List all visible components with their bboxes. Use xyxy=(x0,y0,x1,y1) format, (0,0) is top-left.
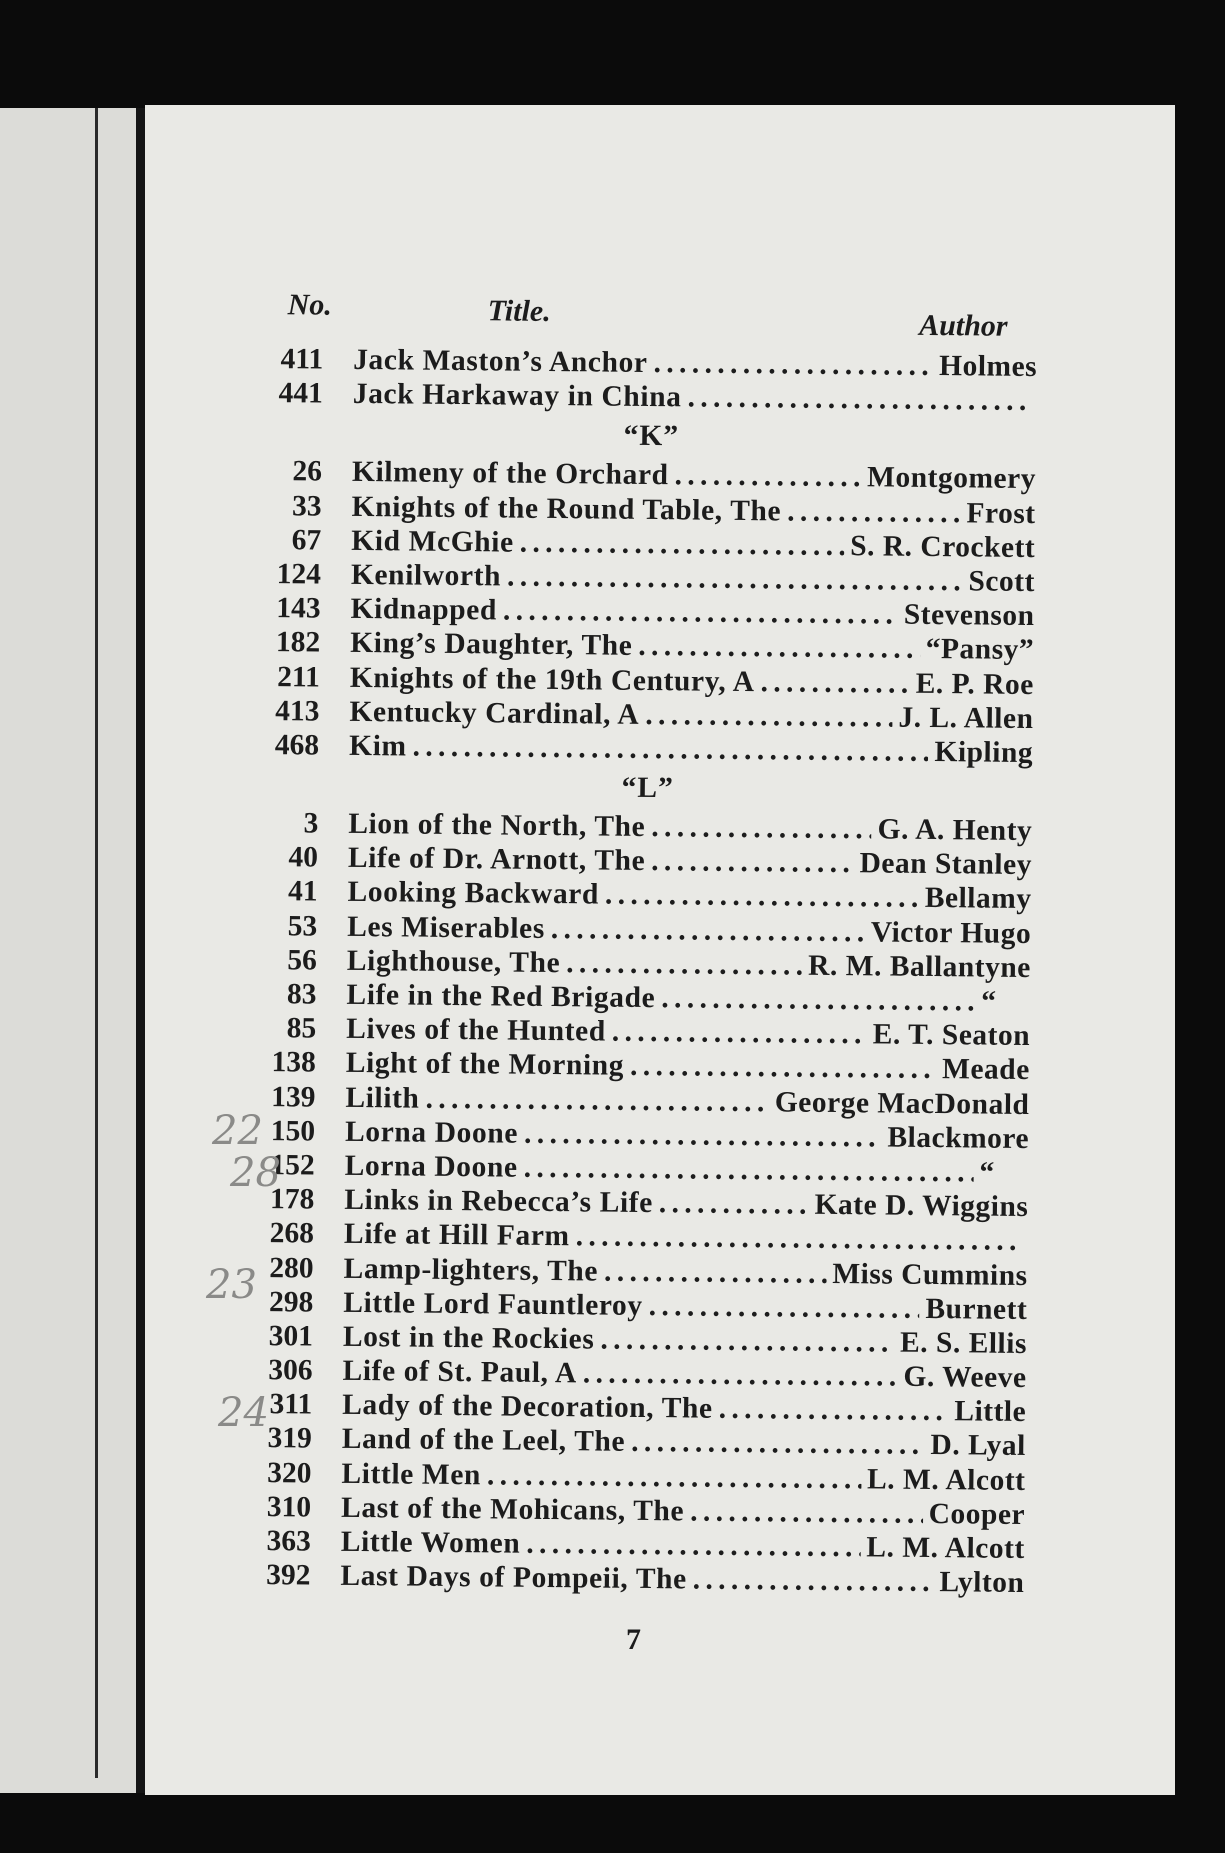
entry-number: 178 xyxy=(269,1183,315,1216)
leader-dots xyxy=(520,525,845,563)
entry-number: 320 xyxy=(267,1456,312,1490)
leader-dots xyxy=(651,844,854,880)
entry-author: Victor Hugo xyxy=(870,915,1032,950)
entry-number: 311 xyxy=(269,1388,313,1421)
facing-page-border-line xyxy=(95,108,98,1778)
leader-dots xyxy=(526,1527,860,1565)
entry-number: 298 xyxy=(268,1285,314,1319)
leader-dots xyxy=(575,1220,1022,1259)
entry-author: R. M. Ballantyne xyxy=(807,949,1032,984)
leader-dots xyxy=(630,1049,936,1086)
entry-author: G. A. Henty xyxy=(877,813,1033,848)
leader-dots xyxy=(718,1392,948,1429)
entry-title: Land of the Leel, The xyxy=(341,1423,626,1459)
entry-number: 301 xyxy=(268,1319,314,1353)
entry-title: Jack Maston’s Anchor xyxy=(353,343,648,379)
entry-number: 83 xyxy=(286,978,317,1011)
leader-dots xyxy=(687,381,1031,419)
leader-dots xyxy=(425,1081,769,1119)
entry-author: Burnett xyxy=(925,1292,1028,1326)
entry-title: Kid McGhie xyxy=(351,524,514,559)
book-catalog-list xyxy=(254,280,1038,1600)
entry-author: Scott xyxy=(968,565,1036,598)
entries-top xyxy=(267,342,1038,418)
leader-dots xyxy=(551,912,865,949)
entry-title: Kidnapped xyxy=(350,593,498,627)
entry-title: Lives of the Hunted xyxy=(345,1013,607,1048)
entry-number: 67 xyxy=(291,524,322,557)
leader-dots xyxy=(760,665,909,701)
leader-dots xyxy=(690,1494,923,1531)
entry-number: 319 xyxy=(267,1422,313,1455)
entry-title: Last Days of Pompeii, The xyxy=(340,1560,687,1596)
entry-title: Lilith xyxy=(345,1081,420,1115)
leader-dots xyxy=(604,1254,827,1291)
pencil-note: 22 xyxy=(212,1108,263,1154)
entry-title: Looking Backward xyxy=(347,876,600,911)
entry-number: 211 xyxy=(277,660,321,694)
entry-title: Life of Dr. Arnott, The xyxy=(347,842,646,878)
entry-number: 468 xyxy=(274,728,320,762)
entry-title: Little Men xyxy=(341,1457,482,1491)
leader-dots xyxy=(524,1151,974,1190)
entry-author: George MacDonald xyxy=(774,1085,1030,1121)
leader-dots xyxy=(649,1289,920,1326)
entry-author: “Pansy” xyxy=(925,633,1035,667)
entry-title: Les Miserables xyxy=(347,910,546,945)
entry-author: S. R. Crockett xyxy=(850,529,1036,564)
entry-number: 85 xyxy=(286,1012,317,1045)
entries-l xyxy=(254,806,1032,1600)
leader-dots xyxy=(693,1563,934,1600)
leader-dots xyxy=(600,1322,894,1359)
entry-title: Little Lord Fauntleroy xyxy=(343,1286,643,1322)
leader-dots xyxy=(507,559,963,598)
leader-dots xyxy=(487,1458,861,1496)
entry-author: E. P. Roe xyxy=(915,667,1034,701)
entry-number: 392 xyxy=(266,1559,311,1592)
entry-author: “ xyxy=(981,985,997,1018)
entry-title: Lion of the North, The xyxy=(348,807,646,844)
entry-author: J. L. Allen xyxy=(898,701,1034,735)
entry-title: Lost in the Rockies xyxy=(342,1320,595,1356)
leader-dots xyxy=(583,1356,898,1393)
entry-number: 268 xyxy=(269,1217,315,1250)
entry-author: “ xyxy=(979,1156,995,1189)
entry-title: Light of the Morning xyxy=(345,1047,625,1083)
entry-title: Kentucky Cardinal, A xyxy=(349,695,640,731)
entry-author: Stevenson xyxy=(903,598,1035,633)
entry-number: 310 xyxy=(266,1490,312,1524)
entry-author: G. Weeve xyxy=(903,1360,1027,1395)
entry-author: L. M. Alcott xyxy=(866,1531,1025,1565)
entry-number: 306 xyxy=(268,1354,313,1387)
entry-number: 26 xyxy=(292,455,323,488)
entry-title: Kim xyxy=(348,729,407,763)
leader-dots xyxy=(674,459,861,495)
leader-dots xyxy=(412,729,928,769)
header-title: Title. xyxy=(487,294,551,328)
entry-number: 41 xyxy=(287,875,318,908)
leader-dots xyxy=(653,346,933,383)
entry-number: 441 xyxy=(278,377,323,410)
entry-title: Links in Rebecca’s Life xyxy=(344,1183,654,1220)
entry-title: Last of the Mohicans, The xyxy=(340,1491,685,1528)
entry-number: 40 xyxy=(288,841,319,874)
leader-dots xyxy=(638,629,920,666)
entry-author: Frost xyxy=(966,496,1036,530)
entry-title: Lorna Doone xyxy=(344,1149,518,1184)
pencil-note: 28 xyxy=(230,1150,281,1196)
entry-title: Knights of the 19th Century, A xyxy=(349,661,755,698)
leader-dots xyxy=(612,1015,867,1052)
leader-dots xyxy=(631,1425,925,1462)
leader-dots xyxy=(605,878,919,915)
entry-number: 182 xyxy=(275,626,321,659)
entry-title: Knights of the Round Table, The xyxy=(351,490,782,527)
header-no: No. xyxy=(287,288,333,322)
leader-dots xyxy=(659,1186,809,1222)
entry-number: 143 xyxy=(276,592,321,625)
entry-title: Little Women xyxy=(340,1525,521,1560)
leader-dots xyxy=(787,494,961,530)
entry-number: 280 xyxy=(269,1251,314,1285)
entries-k xyxy=(263,454,1036,770)
entry-title: Lady of the Decoration, The xyxy=(342,1389,713,1425)
entry-title: Jack Harkaway in China xyxy=(352,378,682,414)
entry-number: 150 xyxy=(270,1114,316,1148)
entry-author: E. S. Ellis xyxy=(899,1326,1028,1360)
entry-title: Kenilworth xyxy=(350,558,502,593)
entry-number: 33 xyxy=(291,489,322,523)
facing-page-edge xyxy=(0,108,142,1793)
entry-number: 411 xyxy=(280,343,324,376)
entry-number: 139 xyxy=(271,1080,316,1114)
entry-number: 56 xyxy=(287,944,318,977)
entry-author: Dean Stanley xyxy=(859,847,1033,882)
entry-author: D. Lyal xyxy=(930,1429,1026,1463)
entry-number: 363 xyxy=(266,1525,311,1558)
entry-author: Cooper xyxy=(928,1497,1026,1531)
entry-author: Little xyxy=(954,1395,1027,1429)
entry-author: L. M. Alcott xyxy=(866,1462,1026,1497)
pencil-note: 24 xyxy=(218,1390,269,1436)
entry-number: 138 xyxy=(271,1046,316,1079)
entry-author: Meade xyxy=(941,1053,1030,1087)
entry-number: 413 xyxy=(275,694,320,728)
entry-title: Lamp-lighters, The xyxy=(343,1252,599,1288)
entry-author: Miss Cummins xyxy=(832,1257,1028,1292)
entry-number: 3 xyxy=(303,807,319,840)
entry-author: Holmes xyxy=(938,350,1038,384)
book-spine xyxy=(136,108,145,1793)
entry-author: Lylton xyxy=(939,1566,1025,1600)
entry-author: Blackmore xyxy=(887,1121,1030,1155)
entry-title: Life of St. Paul, A xyxy=(342,1354,578,1390)
entry-author: Kipling xyxy=(934,735,1034,769)
page-number: 7 xyxy=(626,1623,641,1656)
leader-dots xyxy=(566,946,802,983)
leader-dots xyxy=(645,698,893,735)
entry-title: Lorna Doone xyxy=(344,1115,519,1150)
entry-number: 124 xyxy=(276,558,322,591)
entry-title: King’s Daughter, The xyxy=(350,627,633,663)
pencil-note: 23 xyxy=(206,1262,257,1308)
entry-number: 53 xyxy=(287,909,318,943)
entry-title: Kilmeny of the Orchard xyxy=(351,456,669,492)
entry-title: Lighthouse, The xyxy=(346,944,561,979)
leader-dots xyxy=(503,594,898,632)
entry-author: Montgomery xyxy=(866,461,1037,496)
leader-dots xyxy=(651,810,872,847)
entry-title: Life at Hill Farm xyxy=(343,1218,570,1253)
entry-author: E. T. Seaton xyxy=(872,1018,1031,1053)
section-heading-k: “K” xyxy=(623,420,680,453)
leader-dots xyxy=(661,981,975,1018)
section-heading-l: “L” xyxy=(621,771,674,805)
entry-author: Bellamy xyxy=(924,882,1032,916)
entry-title: Life in the Red Brigade xyxy=(346,978,656,1015)
header-author: Author xyxy=(918,308,1008,343)
leader-dots xyxy=(524,1116,882,1154)
entry-number: 152 xyxy=(270,1149,315,1182)
column-headers xyxy=(267,280,1038,350)
entry-author: Kate D. Wiggins xyxy=(814,1188,1029,1224)
